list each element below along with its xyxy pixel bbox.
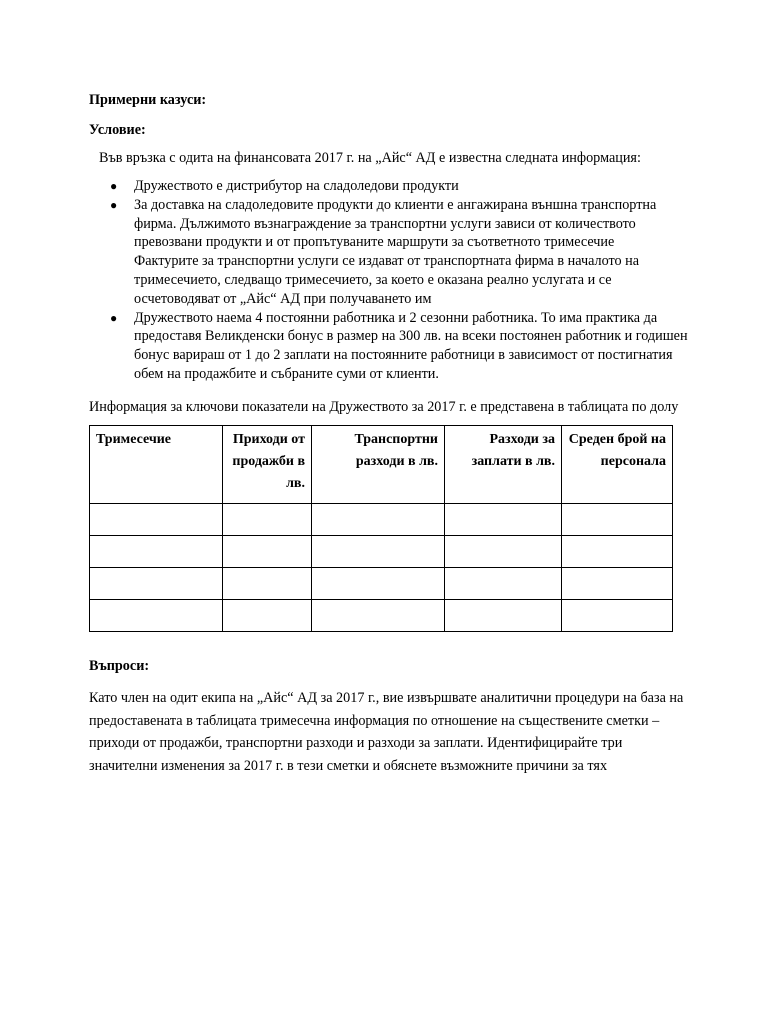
heading-questions: Въпроси: xyxy=(89,658,150,674)
list-item-line: Фактурите за транспортни услуги се издават от транспортната фирма в началото на xyxy=(134,253,640,270)
table-cell xyxy=(312,568,445,600)
table-cell xyxy=(312,504,445,536)
list-item-line: обем на продажбите и събраните суми от клиенти. xyxy=(134,365,439,382)
table-cell xyxy=(445,504,562,536)
paragraph-line: значителни изменения за 2017 г. в тези сметки и обяснете възможните причини за тях xyxy=(89,757,608,774)
intro-paragraph: Във връзка с одита на финансовата 2017 г. на „Айс“ АД е известна следната информация: xyxy=(99,150,641,166)
list-item-line: превозвани продукти и от пропътуваните маршрути за съответното тримесечие xyxy=(134,234,615,251)
heading-examples: Примерни казуси: xyxy=(89,92,207,108)
list-item-line: бонус варираш от 1 до 2 заплати на постоянните работници в зависимост от постигнатия xyxy=(134,347,673,364)
list-item xyxy=(90,309,688,384)
table-cell xyxy=(223,568,312,600)
list-item-line: За доставка на сладоледовите продукти до клиенти е ангажирана външна транспортна xyxy=(134,196,657,213)
list-item-line: тримесечието, следващо тримесечието, за което е оказана реално услугата и се xyxy=(134,271,612,288)
header-salary-costs: Разходи за заплати в лв. xyxy=(445,426,562,504)
table-cell xyxy=(90,536,223,568)
table-cell xyxy=(445,600,562,632)
paragraph-line: Като член на одит екипа на „Айс“ АД за 2017 г., вие извършвате аналитични процедури на база на xyxy=(89,690,684,706)
indicators-table xyxy=(89,425,673,632)
questions-paragraph xyxy=(89,687,689,777)
table-cell xyxy=(90,504,223,536)
table-row xyxy=(90,504,673,536)
heading-condition: Условие: xyxy=(89,122,146,138)
table-cell xyxy=(562,504,673,536)
table-cell xyxy=(90,600,223,632)
table-cell xyxy=(445,568,562,600)
table-cell xyxy=(223,504,312,536)
paragraph-line: приходи от продажби, транспортни разходи и разходи за заплати. Идентифицирайте три xyxy=(89,735,623,751)
bullet-icon: ● xyxy=(110,310,118,325)
header-avg-staff: Среден брой на персонала xyxy=(562,426,673,504)
table-cell xyxy=(562,600,673,632)
table-cell xyxy=(562,568,673,600)
list-item-line: Дружеството наема 4 постоянни работника и 2 сезонни работника. То има практика да xyxy=(134,309,658,326)
list-item-line: Дружеството е дистрибутор на сладоледови продукти xyxy=(134,178,459,194)
table-cell xyxy=(223,600,312,632)
list-item-line: предоставя Великденски бонус в размер на 300 лв. на всеки постоянен работник и годишен xyxy=(134,328,688,345)
bullet-icon: ● xyxy=(110,197,118,212)
bullet-icon: ● xyxy=(110,179,118,193)
table-caption: Информация за ключови показатели на Дружеството за 2017 г. е представена в таблицата по долу xyxy=(89,399,679,415)
table-header-row xyxy=(90,426,673,504)
table-cell xyxy=(562,536,673,568)
table-cell xyxy=(445,536,562,568)
list-item xyxy=(90,196,670,309)
table-cell xyxy=(223,536,312,568)
facts-list xyxy=(90,177,688,384)
list-item-line: осчетоводяват от „Айс“ АД при получаването им xyxy=(134,290,432,307)
table-row xyxy=(90,600,673,632)
table-row xyxy=(90,568,673,600)
header-sales-revenue: Приходи от продажби в лв. xyxy=(223,426,312,504)
table-cell xyxy=(312,536,445,568)
header-transport-costs: Транспортни разходи в лв. xyxy=(312,426,445,504)
table-cell xyxy=(90,568,223,600)
header-quarter: Тримесечие xyxy=(90,426,223,504)
paragraph-line: предоставената в таблицата тримесечна информация по отношение на съществените сметки – xyxy=(89,712,660,729)
list-item xyxy=(90,177,670,196)
table-row xyxy=(90,536,673,568)
table-cell xyxy=(312,600,445,632)
list-item-line: фирма. Дължимото възнаграждение за транспортни услуги зависи от количеството xyxy=(134,215,636,232)
